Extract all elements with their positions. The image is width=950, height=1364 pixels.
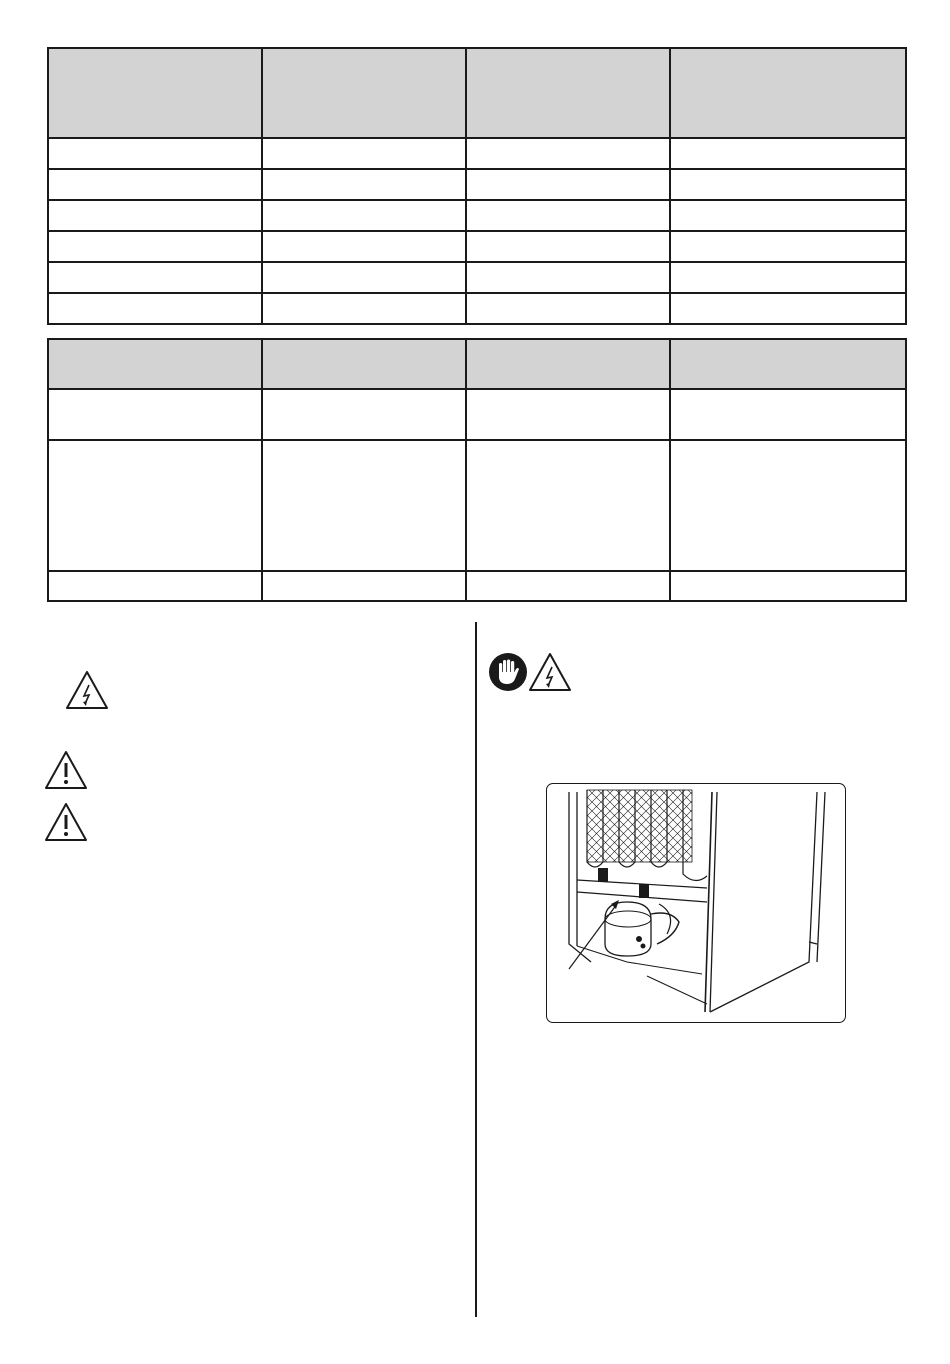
table-cell — [466, 389, 670, 440]
table-cell — [48, 389, 262, 440]
table-row — [48, 293, 906, 324]
table-cell — [262, 440, 466, 571]
table-1-header-cell — [262, 48, 466, 138]
table-cell — [48, 293, 262, 324]
electric-hazard-icon — [65, 670, 109, 710]
warning-icon — [44, 802, 88, 842]
table-cell — [466, 440, 670, 571]
table-row — [48, 571, 906, 601]
table-cell — [48, 440, 262, 571]
table-2-header-cell — [670, 339, 906, 389]
table-cell — [48, 571, 262, 601]
table-cell — [670, 231, 906, 262]
table-cell — [670, 138, 906, 169]
table-row — [48, 262, 906, 293]
table-cell — [48, 200, 262, 231]
table-row — [48, 389, 906, 440]
fridge-rear-compressor-illustration — [547, 784, 845, 1022]
table-row — [48, 231, 906, 262]
table-cell — [262, 169, 466, 200]
table-cell — [262, 138, 466, 169]
table-cell — [466, 293, 670, 324]
table-2-header-cell — [48, 339, 262, 389]
table-cell — [48, 169, 262, 200]
table-row — [48, 440, 906, 571]
table-2-header-row — [48, 339, 906, 389]
table-1-header-cell — [466, 48, 670, 138]
table-1-header-cell — [48, 48, 262, 138]
warning-icon — [44, 750, 88, 790]
table-cell — [670, 571, 906, 601]
table-cell — [466, 169, 670, 200]
table-2 — [47, 338, 907, 602]
table-cell — [262, 571, 466, 601]
stop-hand-icon — [488, 652, 528, 692]
table-cell — [466, 231, 670, 262]
table-cell — [48, 138, 262, 169]
table-cell — [262, 231, 466, 262]
table-row — [48, 200, 906, 231]
table-cell — [670, 293, 906, 324]
table-cell — [670, 200, 906, 231]
table-cell — [262, 389, 466, 440]
table-cell — [262, 293, 466, 324]
table-1 — [47, 47, 907, 325]
table-cell — [466, 571, 670, 601]
electric-hazard-icon — [528, 652, 572, 692]
table-cell — [262, 262, 466, 293]
column-divider — [475, 622, 477, 1317]
table-cell — [670, 169, 906, 200]
table-cell — [466, 138, 670, 169]
table-1-header-cell — [670, 48, 906, 138]
table-cell — [262, 200, 466, 231]
table-cell — [466, 200, 670, 231]
table-2-header-cell — [466, 339, 670, 389]
table-cell — [48, 231, 262, 262]
table-cell — [466, 262, 670, 293]
table-1-header-row — [48, 48, 906, 138]
table-cell — [48, 262, 262, 293]
table-cell — [670, 262, 906, 293]
table-cell — [670, 440, 906, 571]
table-row — [48, 138, 906, 169]
table-cell — [670, 389, 906, 440]
table-row — [48, 169, 906, 200]
table-2-header-cell — [262, 339, 466, 389]
compressor-figure — [546, 783, 846, 1023]
